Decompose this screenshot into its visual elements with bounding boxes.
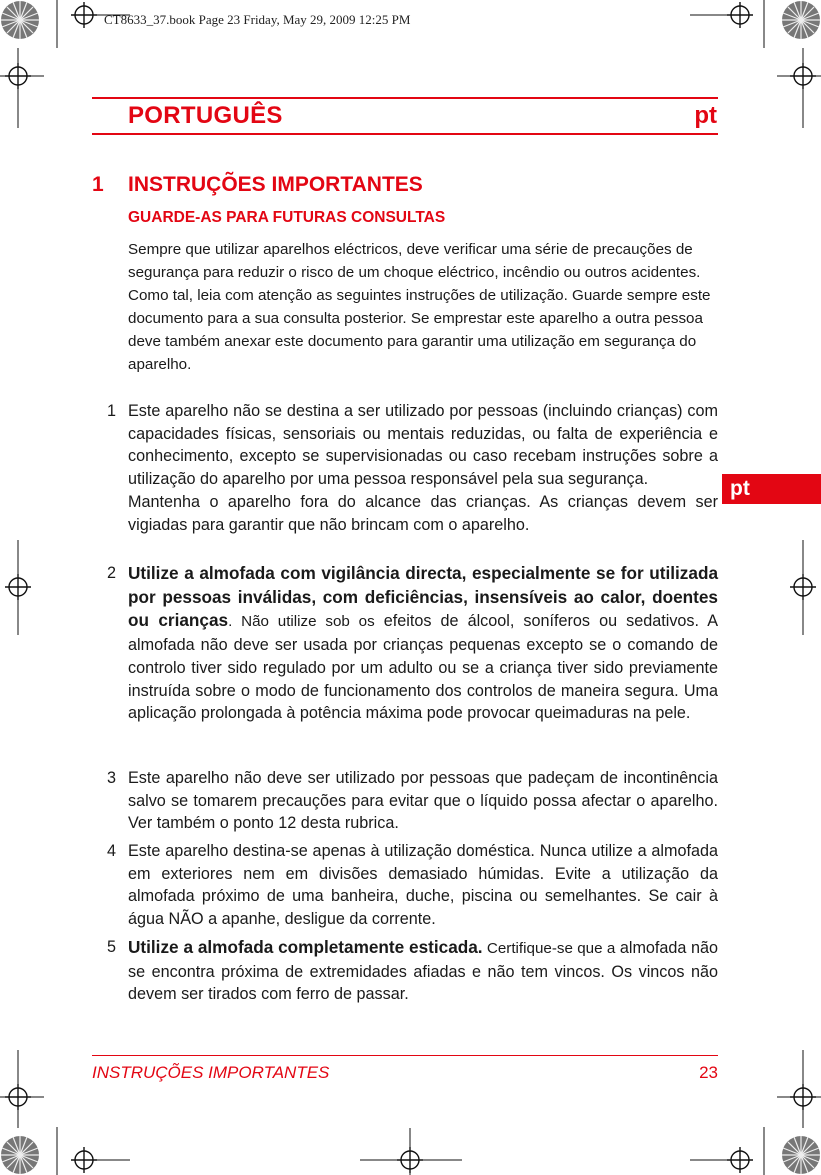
list-item — [102, 767, 718, 835]
item-number: 1 — [106, 402, 116, 420]
language-code: pt — [694, 102, 717, 129]
item-text: Este aparelho não deve ser utilizado por pessoas que padeçam de incontinência salvo se tomarem precauções para evitar que o líquido possa afectar o aparelho. Ver também o ponto 12 desta rubrica. — [128, 769, 718, 833]
footer-rule — [92, 1055, 718, 1056]
intro-paragraph: Sempre que utilizar aparelhos eléctricos, deve verificar uma série de precauções de segurança para reduzir o risco de um choque eléctrico, incêndio ou outros acidentes. Como tal, leia com atenção as seguintes instruções de utilização. Guarde sempre este documento para a sua consulta posterior. Se emprestar este aparelho a outra pessoa deve também anexar este documento para garantir uma utilização em segurança do aparelho. — [128, 241, 711, 373]
item-text: Este aparelho não se destina a ser utilizado por pessoas (incluindo crianças) com capacidades físicas, sensoriais ou mentais reduzidas, ou falta de experiência e conhecimento, excepto se supervisionadas ou caso recebam instruções sobre a utilização do aparelho por uma pessoa responsável pela sua segurança. — [128, 402, 718, 489]
list-item — [102, 562, 718, 725]
item-lead: Utilize a almofada completamente esticada. — [128, 937, 483, 957]
list-item — [102, 400, 718, 536]
starburst-icon — [1, 1, 39, 39]
item-text: efeitos de álcool, soníferos ou sedativos. A almofada não deve ser usada por crianças pequenas excepto se o comando de controlo tiver sido regulado por um adulto ou se a criança tiver sido previamente instruída sobre o modo de funcionamento dos controlos de maneira segura. Uma aplicação prolongada à potência máxima pode provocar queimaduras na pele. — [128, 612, 718, 723]
item-lead: Utilize a almofada com vigilância directa, especialmente se for utilizada por pessoas inválidas, com deficiências, insensíveis ao calor, doentes ou crianças — [128, 563, 718, 631]
footer-section-name: INSTRUÇÕES IMPORTANTES — [92, 1063, 330, 1082]
page-title: PORTUGUÊS — [128, 102, 283, 129]
language-side-tab: pt — [722, 474, 821, 504]
header-top-rule — [92, 97, 718, 99]
item-number: 3 — [106, 769, 116, 787]
section-number: 1 — [92, 173, 104, 196]
item-text-continued: Mantenha o aparelho fora do alcance das crianças. As crianças devem ser vigiadas para garantir que não brincam com o aparelho. — [128, 492, 718, 534]
section-title: INSTRUÇÕES IMPORTANTES — [128, 173, 423, 196]
item-number: 5 — [106, 938, 116, 956]
header-bottom-rule — [92, 133, 718, 135]
list-item — [102, 840, 718, 931]
page-number: 23 — [699, 1063, 718, 1082]
print-slug: CT8633_37.book Page 23 Friday, May 29, 2009 12:25 PM — [104, 12, 411, 27]
list-item — [102, 936, 718, 1006]
item-text-small: . Não utilize sob os — [228, 613, 375, 631]
item-text: Este aparelho destina-se apenas à utilização doméstica. Nunca utilize a almofada em exteriores nem em divisões demasiado húmidas. Evite a utilização da almofada próximo de uma banheira, duche, piscina ou semelhantes. Se cair à água NÃO a apanhe, desligue da corrente. — [128, 842, 718, 929]
item-number: 2 — [106, 564, 116, 582]
item-number: 4 — [106, 842, 116, 860]
item-text-small: Certifique-se que a — [482, 940, 616, 957]
section-subtitle: GUARDE-AS PARA FUTURAS CONSULTAS — [128, 209, 446, 226]
item-text: almofada não se encontra próxima de extremidades afiadas e não tem vincos. Os vincos não devem ser tirados com ferro de passar. — [128, 939, 718, 1004]
